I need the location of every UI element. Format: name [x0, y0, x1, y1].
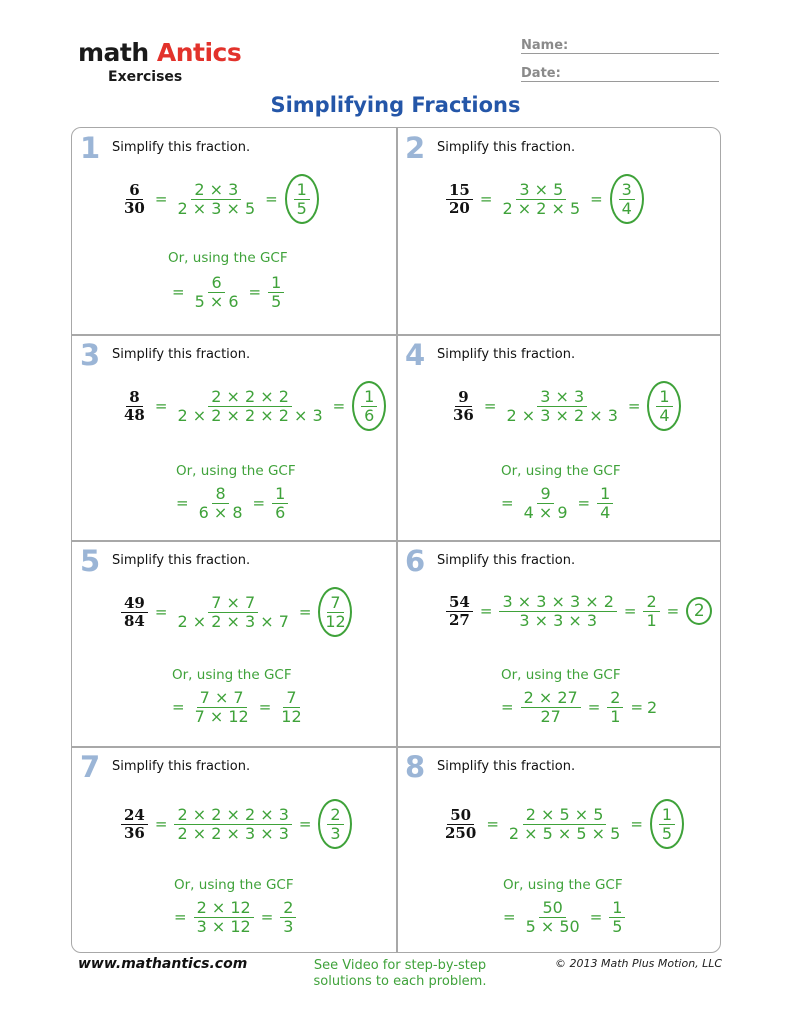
- math-antics-logo: [78, 40, 241, 85]
- answer-denominator: 4: [659, 405, 670, 425]
- factored-fraction: [499, 593, 616, 630]
- given-numerator: 24: [121, 807, 148, 825]
- solution-line: [118, 381, 386, 431]
- gcf-fraction: [194, 899, 254, 936]
- given-numerator: 49: [121, 595, 148, 613]
- answer-fraction: [656, 388, 672, 425]
- gcf-fraction: [521, 689, 581, 726]
- equals-sign: =: [260, 908, 274, 927]
- answer-fraction: [327, 806, 343, 843]
- copyright: © 2013 Math Plus Motion, LLC: [555, 957, 723, 970]
- factored-denominator: 2 × 5 × 5 × 5: [508, 823, 621, 843]
- problem-6: [397, 541, 721, 746]
- gcf-final-answer: 2: [647, 697, 658, 717]
- factored-numerator: 2 × 2 × 2: [208, 388, 292, 407]
- factored-numerator: 3 × 3: [537, 388, 587, 407]
- gcf-result-numerator: 1: [609, 899, 625, 918]
- given-denominator: 36: [453, 405, 474, 424]
- answer-circle: [318, 587, 352, 637]
- given-denominator: 30: [124, 198, 145, 217]
- factored-numerator: 7 × 7: [208, 594, 258, 613]
- given-fraction: [121, 595, 148, 630]
- answer-denominator: 6: [364, 405, 375, 425]
- factored-fraction: [174, 594, 291, 631]
- solution-line: [118, 587, 352, 637]
- gcf-label: Or, using the GCF: [176, 463, 296, 479]
- given-fraction: [450, 389, 477, 424]
- equals-sign: =: [486, 815, 499, 833]
- answer-numerator: 1: [361, 388, 377, 407]
- problem-number: 2: [405, 131, 426, 165]
- answer-numerator: 2: [327, 806, 343, 825]
- gcf-result-denominator: 4: [600, 502, 611, 522]
- reduced-numerator: 2: [643, 593, 659, 612]
- gcf-line: [170, 899, 299, 936]
- gcf-result-fraction: [278, 689, 304, 726]
- given-denominator: 20: [449, 198, 470, 217]
- gcf-denominator: 4 × 9: [523, 502, 568, 522]
- problem-number: 8: [405, 750, 426, 784]
- answer-denominator: 3: [330, 823, 341, 843]
- reduced-denominator: 1: [646, 610, 657, 630]
- answer-fraction: [322, 594, 348, 631]
- answer-fraction: [294, 181, 310, 218]
- gcf-fraction: [192, 689, 252, 726]
- problem-prompt: Simplify this fraction.: [112, 347, 251, 362]
- gcf-denominator: 7 × 12: [194, 706, 249, 726]
- gcf-result-numerator: 7: [283, 689, 299, 708]
- video-note: [290, 958, 510, 989]
- problem-grid: [71, 127, 721, 953]
- factored-fraction: [499, 181, 583, 218]
- answer-fraction: [659, 806, 675, 843]
- given-numerator: 8: [126, 389, 142, 407]
- equals-sign: =: [298, 603, 312, 621]
- factored-fraction: [506, 806, 623, 843]
- equals-sign: =: [154, 397, 168, 415]
- logo-word-math: math: [78, 38, 149, 67]
- equals-sign: =: [176, 494, 189, 513]
- given-denominator: 84: [124, 611, 145, 630]
- solution-line: [447, 381, 681, 431]
- given-denominator: 36: [124, 823, 145, 842]
- given-fraction: [121, 182, 148, 217]
- answer-circle: [650, 799, 684, 849]
- answer-numerator: 7: [327, 594, 343, 613]
- gcf-result-fraction: [607, 689, 623, 726]
- logo-wordmark: [78, 40, 241, 65]
- factored-denominator: 2 × 3 × 2 × 3: [506, 405, 618, 425]
- factored-numerator: 2 × 5 × 5: [523, 806, 607, 825]
- answer-numerator: 1: [659, 806, 675, 825]
- answer-denominator: 5: [661, 823, 673, 843]
- factored-numerator: 2 × 2 × 2 × 3: [174, 806, 291, 825]
- gcf-line: [497, 689, 657, 726]
- answer-circle: 2: [686, 597, 712, 625]
- problem-number: 1: [80, 131, 101, 165]
- gcf-numerator: 50: [539, 899, 565, 918]
- given-fraction: [442, 807, 479, 842]
- equals-sign: =: [501, 698, 514, 717]
- video-note-line2: solutions to each problem.: [313, 973, 487, 989]
- gcf-numerator: 2 × 12: [194, 899, 254, 918]
- answer-circle: [352, 381, 386, 431]
- solution-line: [443, 593, 712, 630]
- gcf-result-fraction: [268, 274, 284, 311]
- gcf-result-denominator: 6: [275, 502, 286, 522]
- problem-prompt: Simplify this fraction.: [437, 553, 576, 568]
- gcf-result-fraction: [272, 485, 288, 522]
- given-numerator: 6: [126, 182, 142, 200]
- gcf-denominator: 5 × 50: [525, 916, 580, 936]
- solution-line: [439, 799, 684, 849]
- equals-sign: =: [630, 698, 644, 717]
- gcf-result-numerator: 2: [607, 689, 623, 708]
- answer-circle: [285, 174, 319, 224]
- factored-denominator: 2 × 2 × 5: [502, 198, 581, 218]
- problem-prompt: Simplify this fraction.: [112, 140, 251, 155]
- problem-3: [72, 335, 396, 540]
- given-numerator: 15: [446, 182, 473, 200]
- factored-fraction: [174, 388, 325, 425]
- problem-number: 7: [80, 750, 101, 784]
- solution-line: [118, 799, 352, 849]
- gcf-numerator: 7 × 7: [197, 689, 247, 708]
- problem-1: [72, 128, 396, 334]
- problem-7: [72, 747, 396, 953]
- problem-prompt: Simplify this fraction.: [112, 553, 251, 568]
- logo-subtitle: Exercises: [108, 69, 183, 85]
- factored-fraction: [174, 806, 291, 843]
- solution-line: [118, 174, 319, 224]
- equals-sign: =: [172, 698, 185, 717]
- equals-sign: =: [479, 602, 493, 621]
- gcf-fraction: [521, 485, 571, 522]
- problem-number: 5: [80, 544, 101, 578]
- problem-5: [72, 541, 396, 746]
- factored-denominator: 2 × 2 × 2 × 2 × 3: [177, 405, 323, 425]
- problem-number: 4: [405, 338, 426, 372]
- equals-sign: =: [590, 190, 603, 208]
- problem-number: 3: [80, 338, 101, 372]
- answer-fraction: [361, 388, 377, 425]
- gcf-label: Or, using the GCF: [172, 667, 292, 683]
- equals-sign: =: [630, 815, 643, 833]
- answer-denominator: 12: [325, 611, 346, 631]
- date-field[interactable]: [521, 64, 719, 82]
- logo-word-antics: Antics: [156, 38, 242, 67]
- reduced-fraction: [643, 593, 659, 630]
- name-field[interactable]: [521, 36, 719, 54]
- gcf-numerator: 9: [537, 485, 553, 504]
- given-fraction: [446, 594, 473, 629]
- gcf-result-denominator: 5: [271, 291, 282, 311]
- gcf-label: Or, using the GCF: [501, 463, 621, 479]
- problem-prompt: Simplify this fraction.: [437, 347, 576, 362]
- problem-prompt: Simplify this fraction.: [437, 140, 576, 155]
- given-denominator: 48: [124, 405, 145, 424]
- gcf-fraction: [192, 274, 242, 311]
- equals-sign: =: [483, 397, 497, 415]
- given-fraction: [446, 182, 473, 217]
- gcf-denominator: 27: [540, 706, 561, 726]
- answer-circle: [610, 174, 644, 224]
- date-label: Date:: [521, 66, 561, 81]
- gcf-line: [168, 689, 308, 726]
- factored-fraction: [503, 388, 620, 425]
- gcf-numerator: 8: [212, 485, 228, 504]
- factored-numerator: 3 × 3 × 3 × 2: [499, 593, 616, 612]
- equals-sign: =: [503, 908, 516, 927]
- equals-sign: =: [577, 494, 591, 513]
- equals-sign: =: [587, 698, 601, 717]
- gcf-label: Or, using the GCF: [503, 877, 623, 893]
- factored-denominator: 2 × 3 × 5: [177, 198, 256, 218]
- factored-denominator: 2 × 2 × 3 × 7: [177, 611, 289, 631]
- problem-2: [397, 128, 721, 334]
- gcf-denominator: 5 × 6: [194, 291, 239, 311]
- problem-8: [397, 747, 721, 953]
- gcf-result-denominator: 3: [283, 916, 294, 936]
- answer-circle: [318, 799, 352, 849]
- factored-fraction: [174, 181, 258, 218]
- equals-sign: =: [666, 602, 680, 621]
- solution-line: [443, 174, 644, 224]
- equals-sign: =: [623, 602, 637, 621]
- name-label: Name:: [521, 38, 569, 53]
- factored-numerator: 3 × 5: [516, 181, 566, 200]
- equals-sign: =: [154, 190, 168, 208]
- given-denominator: 250: [445, 823, 477, 842]
- gcf-numerator: 2 × 27: [521, 689, 581, 708]
- answer-numerator: 3: [619, 181, 635, 200]
- gcf-numerator: 6: [208, 274, 224, 293]
- problem-prompt: Simplify this fraction.: [112, 759, 251, 774]
- gcf-result-denominator: 5: [612, 916, 623, 936]
- given-numerator: 50: [447, 807, 474, 825]
- answer-numerator: 1: [656, 388, 672, 407]
- factored-denominator: 3 × 3 × 3: [519, 610, 598, 630]
- website-link[interactable]: www.mathantics.com: [78, 956, 248, 972]
- gcf-result-fraction: [597, 485, 613, 522]
- gcf-result-fraction: [280, 899, 296, 936]
- given-denominator: 27: [449, 610, 470, 629]
- equals-sign: =: [589, 908, 603, 927]
- equals-sign: =: [252, 494, 266, 513]
- gcf-denominator: 6 × 8: [198, 502, 243, 522]
- gcf-label: Or, using the GCF: [174, 877, 294, 893]
- factored-denominator: 2 × 2 × 3 × 3: [177, 823, 289, 843]
- given-numerator: 54: [446, 594, 473, 612]
- equals-sign: =: [332, 397, 346, 415]
- given-numerator: 9: [455, 389, 471, 407]
- equals-sign: =: [154, 603, 168, 621]
- equals-sign: =: [479, 190, 493, 208]
- equals-sign: =: [154, 815, 168, 833]
- gcf-result-numerator: 1: [268, 274, 284, 293]
- gcf-result-denominator: 12: [281, 706, 302, 726]
- gcf-result-fraction: [609, 899, 625, 936]
- gcf-line: [499, 899, 628, 936]
- gcf-line: [497, 485, 616, 522]
- answer-denominator: 5: [296, 198, 307, 218]
- gcf-line: [168, 274, 287, 311]
- name-date-box: [521, 36, 719, 92]
- gcf-fraction: [196, 485, 246, 522]
- gcf-denominator: 3 × 12: [196, 916, 251, 936]
- gcf-fraction: [523, 899, 583, 936]
- factored-numerator: 2 × 3: [191, 181, 241, 200]
- gcf-result-numerator: 1: [272, 485, 288, 504]
- gcf-line: [172, 485, 291, 522]
- gcf-label: Or, using the GCF: [501, 667, 621, 683]
- equals-sign: =: [174, 908, 187, 927]
- equals-sign: =: [248, 283, 262, 302]
- given-fraction: [121, 807, 148, 842]
- equals-sign: =: [298, 815, 312, 833]
- equals-sign: =: [258, 698, 272, 717]
- video-note-line1: See Video for step-by-step: [313, 958, 487, 973]
- answer-circle: [647, 381, 681, 431]
- gcf-result-denominator: 1: [610, 706, 621, 726]
- page-title: Simplifying Fractions: [270, 93, 521, 117]
- answer-fraction: [619, 181, 635, 218]
- problem-prompt: Simplify this fraction.: [437, 759, 576, 774]
- gcf-result-numerator: 2: [280, 899, 296, 918]
- equals-sign: =: [627, 397, 641, 415]
- equals-sign: =: [501, 494, 514, 513]
- gcf-label: Or, using the GCF: [168, 250, 288, 266]
- problem-number: 6: [405, 544, 426, 578]
- given-fraction: [121, 389, 148, 424]
- gcf-result-numerator: 1: [597, 485, 613, 504]
- answer-numerator: 1: [294, 181, 310, 200]
- problem-4: [397, 335, 721, 540]
- answer-denominator: 4: [621, 198, 632, 218]
- equals-sign: =: [265, 190, 278, 208]
- equals-sign: =: [172, 283, 185, 302]
